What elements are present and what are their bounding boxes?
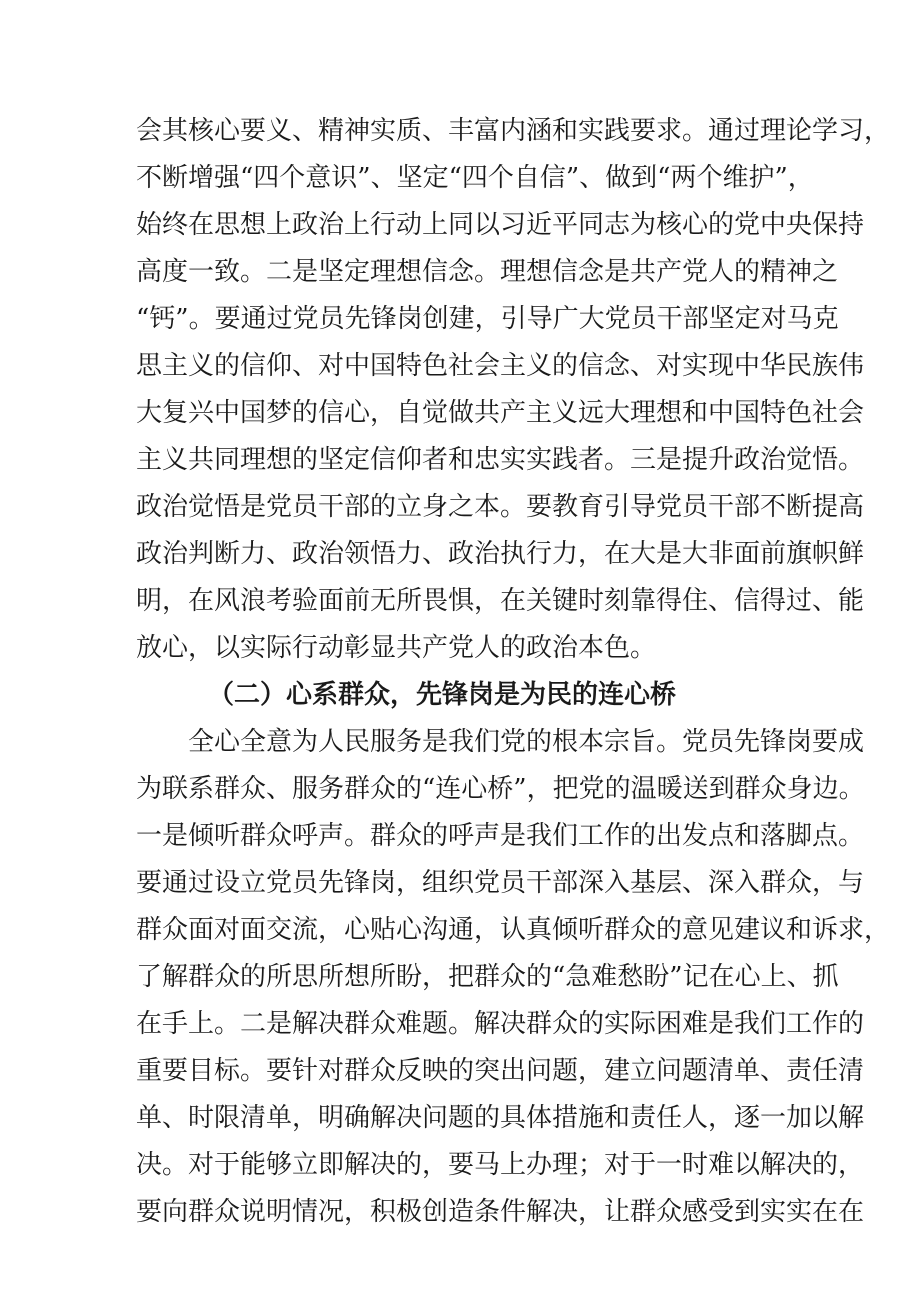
paragraph-line: 决。对于能够立即解决的，要马上办理；对于一时难以解决的， [136,1150,865,1180]
paragraph-line: 高度一致。二是坚定理想信念。理想信念是共产党人的精神之 [136,257,839,287]
paragraph-line: 在手上。二是解决群众难题。解决群众的实际困难是我们工作的 [136,1009,865,1039]
paragraph-line: 要向群众说明情况，积极创造条件解决，让群众感受到实实在在 [136,1197,865,1227]
paragraph-line: 思主义的信仰、对中国特色社会主义的信念、对实现中华民族伟 [136,351,865,381]
paragraph-line: 为联系群众、服务群众的“连心桥”，把党的温暖送到群众身边。 [136,774,865,804]
paragraph-line: 大复兴中国梦的信心，自觉做共产主义远大理想和中国特色社会 [136,398,865,428]
paragraph-line: 始终在思想上政治上行动上同以习近平同志为核心的党中央保持 [136,210,865,240]
paragraph-line: 全心全意为人民服务是我们党的根本宗旨。党员先锋岗要成 [188,727,865,757]
paragraph-line: 放心，以实际行动彰显共产党人的政治本色。 [136,633,657,663]
paragraph-line: 一是倾听群众呼声。群众的呼声是我们工作的出发点和落脚点。 [136,821,865,851]
paragraph-line: 主义共同理想的坚定信仰者和忠实实践者。三是提升政治觉悟。 [136,445,865,475]
body-text [136,108,891,1236]
paragraph-line: “钙”。要通过党员先锋岗创建，引导广大党员干部坚定对马克 [136,304,839,334]
paragraph-line: 明，在风浪考验面前无所畏惧，在关键时刻靠得住、信得过、能 [136,586,865,616]
paragraph-line: 单、时限清单，明确解决问题的具体措施和责任人，逐一加以解 [136,1103,865,1133]
paragraph-line: 要通过设立党员先锋岗，组织党员干部深入基层、深入群众，与 [136,868,865,898]
paragraph-line: 不断增强“四个意识”、坚定“四个自信”、做到“两个维护”， [136,163,814,193]
paragraph-line: 重要目标。要针对群众反映的突出问题，建立问题清单、责任清 [136,1056,865,1086]
section-heading: （二）心系群众，先锋岗是为民的连心桥 [208,680,677,710]
paragraph-line: 政治觉悟是党员干部的立身之本。要教育引导党员干部不断提高 [136,492,865,522]
paragraph-line: 会其核心要义、精神实质、丰富内涵和实践要求。通过理论学习， [136,116,891,146]
paragraph-line: 了解群众的所思所想所盼，把群众的“急难愁盼”记在心上、抓 [136,962,839,992]
paragraph-line: 群众面对面交流，心贴心沟通，认真倾听群众的意见建议和诉求， [136,915,891,945]
paragraph-line: 政治判断力、政治领悟力、政治执行力，在大是大非面前旗帜鲜 [136,539,865,569]
